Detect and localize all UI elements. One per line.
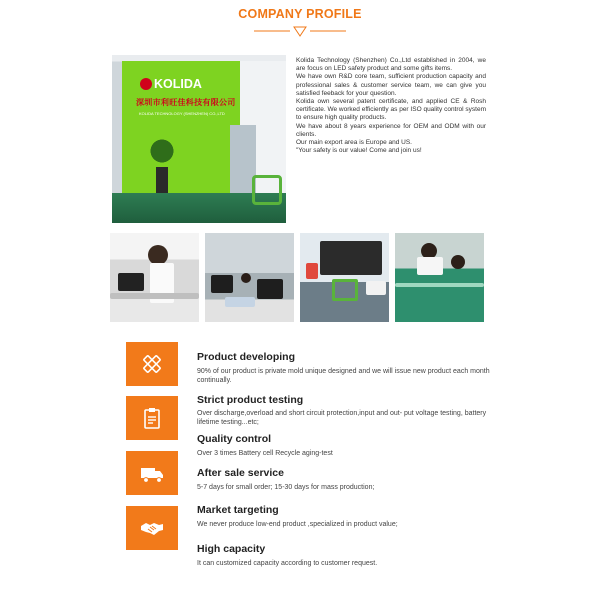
title-divider-icon (254, 26, 346, 38)
intro-paragraph: Kolida own several patent certificate, and applied CE & Rosh certificate. We worked efficiently as per ISO quality control system to ensure high quality products. (296, 98, 486, 122)
workshop-photo (110, 233, 199, 322)
feature-title: Market targeting (197, 504, 279, 516)
intro-paragraph: Kolida Technology (Shenzhen) Co.,Ltd established in 2004, we are focus on LED safety product and some gifts items. (296, 57, 486, 73)
feature-title: High capacity (197, 543, 266, 555)
company-chinese-name: 深圳市利旺佳科技有限公司 (136, 98, 236, 107)
showroom-photo (300, 233, 389, 322)
company-intro (296, 57, 486, 155)
feature-description: We never produce low-end product ,specialized in product value; (197, 521, 398, 528)
market-targeting-icon-box (126, 506, 178, 550)
feature-title: Quality control (197, 433, 272, 445)
company-logo: KOLIDA (140, 77, 202, 91)
intro-paragraph: We have about 8 years experience for OEM and ODM with our clients. (296, 122, 486, 138)
company-english-name: KOLIDA TECHNOLOGY (SHENZHEN) CO.,LTD (139, 111, 225, 116)
strict-testing-icon-box (126, 396, 178, 440)
office-desks-photo (205, 233, 294, 322)
handshake-icon (139, 515, 165, 541)
feature-description: Over discharge,overload and short circuit protection,input and out- put voltage testing, battery lifetime testing...etc; (197, 410, 487, 426)
feature-title: Product developing (197, 351, 296, 363)
pencil-ruler-icon (139, 351, 165, 377)
intro-paragraph: "Your safety is our value! Come and join us! (296, 147, 422, 155)
office-reception-photo (112, 55, 286, 223)
intro-paragraph: We have own R&D core team, sufficient production capacity and professional sales & customer service team, we can give you satisfied feeback for your question. (296, 73, 486, 97)
product-developing-icon-box (126, 342, 178, 386)
after-sale-icon-box (126, 451, 178, 495)
intro-paragraph: Our main export area is Europe and US. (296, 139, 412, 147)
feature-description: 5-7 days for small order; 15-30 days for mass production; (197, 484, 375, 491)
truck-icon (139, 460, 165, 486)
assembly-line-photo (395, 233, 484, 322)
feature-description: 90% of our product is private mold unique designed and we will issue new product each month continually. (197, 368, 490, 384)
feature-description: Over 3 times Battery cell Recycle aging-test (197, 450, 333, 457)
page-title: COMPANY PROFILE (238, 7, 362, 21)
clipboard-icon (139, 405, 165, 431)
feature-title: Strict product testing (197, 394, 304, 406)
feature-title: After sale service (197, 467, 284, 479)
feature-description: It can customized capacity according to customer request. (197, 560, 378, 567)
